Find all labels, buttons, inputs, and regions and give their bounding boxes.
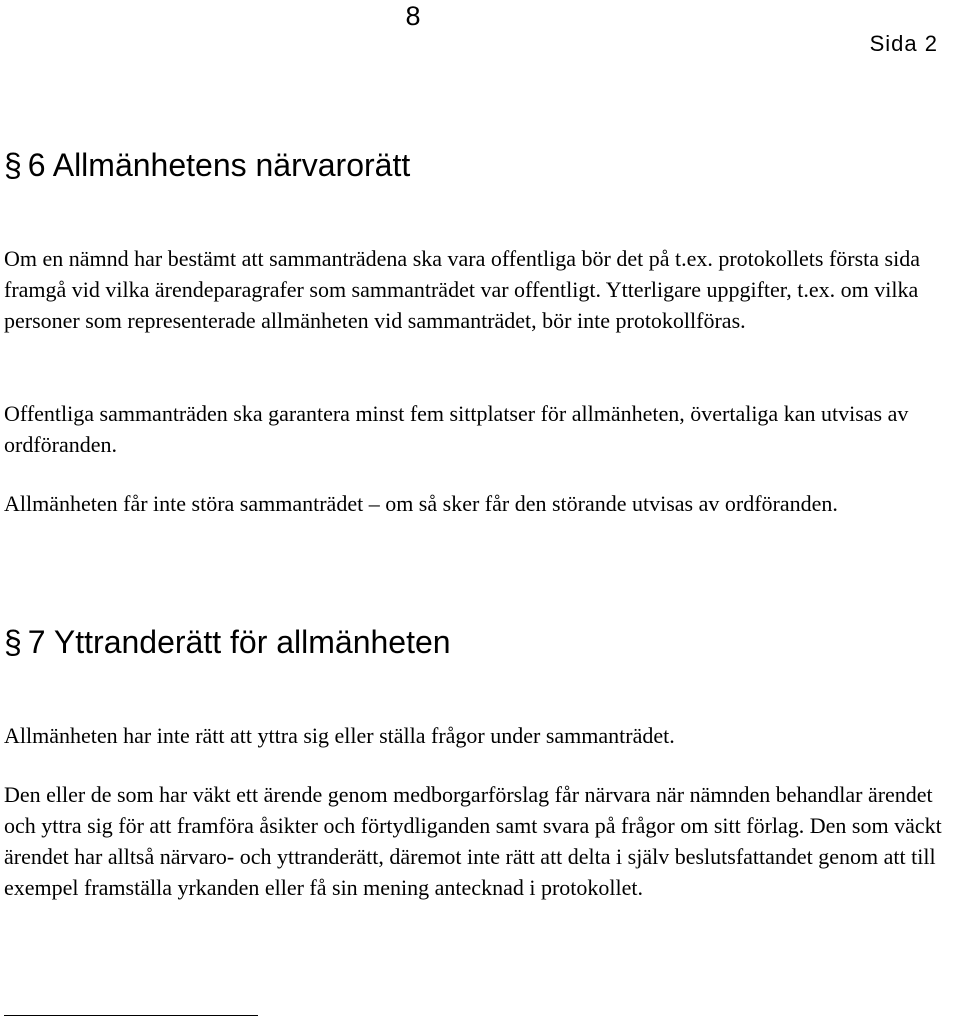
footnote-separator [4,1015,258,1016]
section-sign: § [4,624,22,660]
paragraph: Om en nämnd har bestämt att sammanträdena ska vara offentliga bör det på t.ex. protokollets första sida framgå vid vilka ärendeparagrafer som sammanträdet var offentligt. Ytterligare uppgifter, t.ex. om vilka personer som representerade allmänheten vid sammanträdet, bör inte protokollföras. [4,246,920,333]
paragraph: Offentliga sammanträden ska garantera minst fem sittplatser för allmänheten, övertaliga kan utvisas av ordföranden. [4,401,909,457]
paragraph: Allmänheten får inte störa sammanträdet – om så sker får den störande utvisas av ordföranden. [4,491,838,516]
page-label: Sida 2 [869,31,938,56]
section-heading-7 [4,622,451,662]
paragraph: Den eller de som har väkt ett ärende genom medborgarförslag får närvara när nämnden behandlar ärendet och yttra sig för att framföra åsikter och förtydliganden samt svara på frågor om sitt förlag. Den som väckt ärendet har alltså närvaro- och yttranderätt, däremot inte rätt att delta i själv beslutsfattandet genom att till exempel framställa yrkanden eller få sin mening antecknad i protokollet. [4,782,942,900]
section-sign: § [4,147,22,183]
section-title: 7 Yttranderätt för allmänheten [27,624,451,660]
section-title: 6 Allmänhetens närvarorätt [27,147,411,183]
page-number: 8 [405,1,421,31]
paragraph: Allmänheten har inte rätt att yttra sig eller ställa frågor under sammanträdet. [4,723,675,748]
section-heading-6 [4,145,410,185]
